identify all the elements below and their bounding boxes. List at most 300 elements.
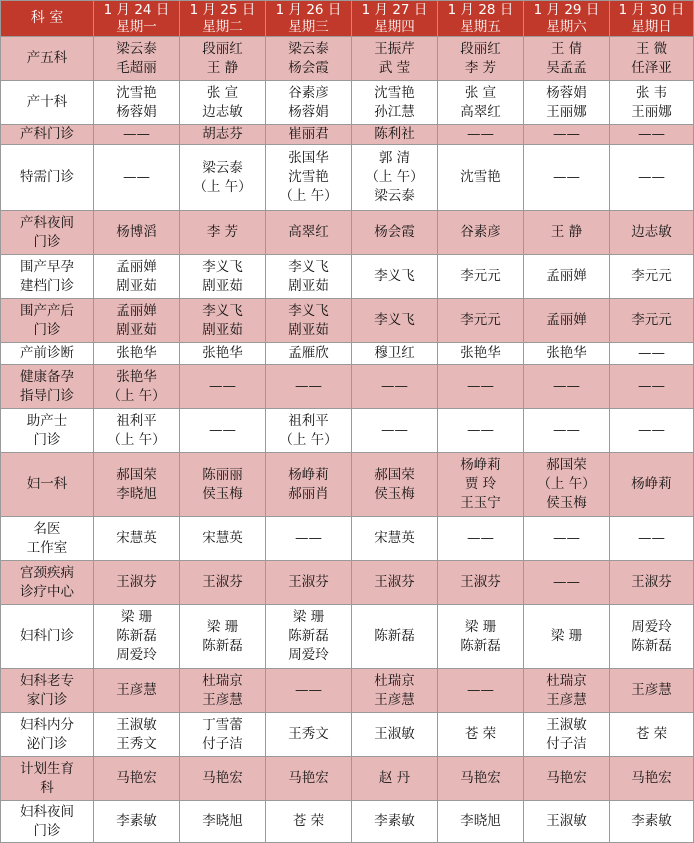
day-header: 1 月 27 日 星期四 <box>352 1 438 37</box>
doctor-name: 王秀文 <box>116 735 157 752</box>
doctor-name: （上 午） <box>365 169 424 185</box>
dept-cell <box>1 561 94 605</box>
doctor-name: 侯玉梅 <box>374 485 415 502</box>
doctor-name: 马艳宏 <box>202 770 243 786</box>
doctor-name: 边志敏 <box>631 224 672 240</box>
schedule-cell <box>610 757 694 801</box>
empty-dash: —— <box>467 422 494 438</box>
doctor-name: 沈雪艳 <box>288 169 329 185</box>
doctor-name: 李义飞 <box>202 302 243 319</box>
table-row <box>1 801 694 843</box>
doctor-name: 王彦慧 <box>546 691 587 708</box>
doctor-name: 李素敏 <box>374 813 415 829</box>
schedule-cell <box>610 255 694 299</box>
doctor-name: 穆卫红 <box>374 345 415 361</box>
empty-dash: —— <box>553 574 580 590</box>
dept-cell <box>1 801 94 843</box>
doctor-name: 李义飞 <box>374 312 415 328</box>
doctor-name: 王彦慧 <box>631 682 672 698</box>
doctor-name: 胡志芬 <box>202 126 243 142</box>
table-row <box>1 453 694 517</box>
doctor-name: 梁云泰 <box>202 159 243 176</box>
dept-cell <box>1 517 94 561</box>
doctor-name: 谷素彦 <box>288 84 329 101</box>
dept-label: 妇科门诊 <box>20 628 74 644</box>
day-header: 1 月 29 日 星期六 <box>524 1 610 37</box>
doctor-name: 崔丽君 <box>288 126 329 142</box>
dept-label: 宫颈疾病 <box>20 564 74 581</box>
doctor-name: 孟丽婵 <box>116 302 157 319</box>
doctor-name: 丁雪蕾 <box>202 716 243 733</box>
doctor-name: （上 午） <box>107 431 166 448</box>
empty-dash: —— <box>553 169 580 185</box>
doctor-name: 杨峥莉 <box>460 457 501 473</box>
table-row <box>1 517 694 561</box>
doctor-name: 剧亚茹 <box>202 321 243 338</box>
schedule-cell <box>438 365 524 409</box>
empty-dash: —— <box>467 126 494 142</box>
dept-label: 妇科内分 <box>20 716 74 733</box>
doctor-name: 李晓旭 <box>460 813 501 829</box>
schedule-cell <box>524 37 610 81</box>
schedule-cell <box>94 801 180 843</box>
doctor-name: 杨蓉娟 <box>546 84 587 101</box>
schedule-cell <box>438 669 524 713</box>
doctor-name: 王淑敏 <box>374 726 415 742</box>
schedule-cell <box>438 211 524 255</box>
schedule-cell <box>438 713 524 757</box>
schedule-cell <box>266 365 352 409</box>
schedule-cell <box>266 561 352 605</box>
dept-label: 妇科老专 <box>20 672 74 689</box>
doctor-name: 侯玉梅 <box>202 485 243 502</box>
schedule-cell <box>266 801 352 843</box>
schedule-cell <box>610 125 694 145</box>
table-row <box>1 81 694 125</box>
doctor-name: 杨博滔 <box>116 224 157 240</box>
doctor-name: 宋慧英 <box>374 530 415 546</box>
schedule-cell <box>94 713 180 757</box>
doctor-name: 梁云泰 <box>374 188 415 204</box>
table-row <box>1 757 694 801</box>
doctor-name: 郭 清 <box>378 150 411 166</box>
day-header: 1 月 24 日 星期一 <box>94 1 180 37</box>
doctor-name: 杨蓉娟 <box>288 103 329 120</box>
doctor-name: 李 芳 <box>206 224 239 240</box>
empty-dash: —— <box>209 378 236 394</box>
schedule-cell <box>438 125 524 145</box>
doctor-name: 陈利社 <box>374 126 415 142</box>
schedule-cell <box>266 81 352 125</box>
schedule-cell <box>438 343 524 365</box>
doctor-name: 杨会霞 <box>288 59 329 76</box>
doctor-name: 马艳宏 <box>288 770 329 786</box>
schedule-cell <box>524 211 610 255</box>
doctor-name: 李素敏 <box>631 813 672 829</box>
schedule-cell <box>266 605 352 669</box>
doctor-name: 孟丽婵 <box>546 312 587 328</box>
dept-label: 科 <box>40 779 54 796</box>
doctor-name: 陈新磊 <box>116 628 157 644</box>
empty-dash: —— <box>638 378 665 394</box>
dept-label: 产科夜间 <box>20 214 74 231</box>
schedule-cell <box>610 409 694 453</box>
schedule-cell <box>610 605 694 669</box>
schedule-cell <box>352 37 438 81</box>
doctor-name: 李义飞 <box>202 258 243 275</box>
schedule-cell <box>94 211 180 255</box>
schedule-cell <box>524 145 610 211</box>
doctor-name: 赵 丹 <box>378 770 411 786</box>
schedule-cell <box>438 81 524 125</box>
schedule-cell <box>524 365 610 409</box>
doctor-name: 王淑芬 <box>116 574 157 590</box>
doctor-name: 宋慧英 <box>116 530 157 546</box>
doctor-name: 梁 珊 <box>550 628 583 644</box>
doctor-name: 马艳宏 <box>116 770 157 786</box>
doctor-name: 王丽娜 <box>546 103 587 120</box>
doctor-name: 张艳华 <box>202 345 243 361</box>
schedule-cell <box>352 561 438 605</box>
doctor-name: 王淑芬 <box>288 574 329 590</box>
table-row <box>1 343 694 365</box>
doctor-name: 王淑敏 <box>546 716 587 733</box>
schedule-cell <box>610 81 694 125</box>
doctor-name: 孟丽婵 <box>116 258 157 275</box>
dept-label: 门诊 <box>33 822 61 839</box>
dept-cell <box>1 343 94 365</box>
doctor-name: 高翠红 <box>288 224 329 240</box>
schedule-cell <box>610 211 694 255</box>
doctor-name: 侯玉梅 <box>546 495 587 511</box>
doctor-name: 武 莹 <box>378 59 411 76</box>
doctor-name: 李义飞 <box>288 258 329 275</box>
schedule-cell <box>438 37 524 81</box>
dept-cell <box>1 211 94 255</box>
schedule-body <box>1 37 694 843</box>
dept-label: 工作室 <box>26 539 68 556</box>
doctor-name: 李晓旭 <box>116 485 157 502</box>
schedule-cell <box>610 453 694 517</box>
schedule-cell <box>352 81 438 125</box>
empty-dash: —— <box>553 422 580 438</box>
schedule-cell <box>438 801 524 843</box>
schedule-cell <box>352 409 438 453</box>
doctor-name: 郝国荣 <box>116 466 157 483</box>
doctor-name: 王彦慧 <box>374 691 415 708</box>
schedule-cell <box>94 299 180 343</box>
schedule-cell <box>94 145 180 211</box>
dept-label: 门诊 <box>33 233 61 250</box>
dept-label: 围产早孕 <box>20 258 74 275</box>
doctor-name: 苍 荣 <box>292 813 325 829</box>
doctor-name: 边志敏 <box>202 103 243 120</box>
day-header: 1 月 26 日 星期三 <box>266 1 352 37</box>
doctor-name: 陈新磊 <box>460 637 501 654</box>
schedule-cell <box>438 145 524 211</box>
doctor-name: 陈丽丽 <box>202 466 243 483</box>
doctor-name: 吴孟孟 <box>546 59 587 76</box>
day-header: 1 月 25 日 星期二 <box>180 1 266 37</box>
schedule-cell <box>266 713 352 757</box>
doctor-name: 杜瑞京 <box>546 672 587 689</box>
table-row <box>1 37 694 81</box>
empty-dash: —— <box>381 422 408 438</box>
doctor-name: 张 宣 <box>206 84 239 101</box>
schedule-cell <box>438 757 524 801</box>
doctor-name: 毛超丽 <box>116 59 157 76</box>
schedule-cell <box>180 211 266 255</box>
doctor-name: 王淑芬 <box>374 574 415 590</box>
schedule-cell <box>610 561 694 605</box>
dept-label: 名医 <box>33 520 61 537</box>
table-row <box>1 299 694 343</box>
dept-cell <box>1 757 94 801</box>
dept-label: 妇一科 <box>26 476 68 492</box>
schedule-cell <box>524 81 610 125</box>
empty-dash: —— <box>209 422 236 438</box>
schedule-cell <box>266 125 352 145</box>
dept-column-header: 科 室 <box>1 1 94 37</box>
doctor-name: 李 芳 <box>464 59 497 76</box>
dept-cell <box>1 365 94 409</box>
doctor-name: 梁 珊 <box>206 618 239 635</box>
empty-dash: —— <box>295 378 322 394</box>
schedule-cell <box>180 517 266 561</box>
empty-dash: —— <box>638 530 665 546</box>
schedule-cell <box>352 605 438 669</box>
doctor-name: （上 午） <box>193 178 252 195</box>
doctor-name: 陈新磊 <box>374 628 415 644</box>
doctor-name: 李元元 <box>460 268 501 284</box>
schedule-cell <box>180 801 266 843</box>
dept-cell <box>1 255 94 299</box>
dept-label: 泌门诊 <box>26 735 68 752</box>
dept-cell <box>1 299 94 343</box>
doctor-name: 李义飞 <box>374 268 415 284</box>
dept-label: 特需门诊 <box>20 169 74 185</box>
empty-dash: —— <box>123 126 150 142</box>
schedule-cell <box>94 125 180 145</box>
schedule-cell <box>352 517 438 561</box>
schedule-cell <box>94 37 180 81</box>
dept-label: 建档门诊 <box>20 277 74 294</box>
empty-dash: —— <box>123 169 150 185</box>
table-row <box>1 365 694 409</box>
dept-label: 妇科夜间 <box>20 803 74 820</box>
doctor-name: 付子洁 <box>202 735 243 752</box>
schedule-cell <box>438 561 524 605</box>
day-header: 1 月 28 日 星期五 <box>438 1 524 37</box>
schedule-cell <box>94 343 180 365</box>
doctor-name: 马艳宏 <box>546 770 587 786</box>
schedule-cell <box>610 669 694 713</box>
doctor-name: 杜瑞京 <box>202 672 243 689</box>
doctor-name: 苍 荣 <box>635 726 668 742</box>
schedule-cell <box>266 145 352 211</box>
schedule-cell <box>94 757 180 801</box>
table-row <box>1 713 694 757</box>
dept-cell <box>1 125 94 145</box>
doctor-name: 陈新磊 <box>631 637 672 654</box>
doctor-name: 剧亚茹 <box>202 277 243 294</box>
doctor-name: 王彦慧 <box>116 682 157 698</box>
schedule-cell <box>438 299 524 343</box>
doctor-name: 张艳华 <box>116 368 157 385</box>
schedule-cell <box>180 669 266 713</box>
schedule-cell <box>94 669 180 713</box>
doctor-name: 李素敏 <box>116 813 157 829</box>
dept-label: 助产士 <box>26 412 68 429</box>
doctor-name: 王 倩 <box>550 40 583 57</box>
empty-dash: —— <box>467 378 494 394</box>
schedule-cell <box>180 453 266 517</box>
doctor-name: 张国华 <box>288 150 329 166</box>
schedule-cell <box>180 561 266 605</box>
schedule-cell <box>180 299 266 343</box>
dept-label: 产十科 <box>26 94 68 110</box>
schedule-cell <box>352 299 438 343</box>
schedule-cell <box>610 713 694 757</box>
doctor-name: 王 静 <box>206 59 239 76</box>
schedule-cell <box>94 409 180 453</box>
doctor-name: 周爱玲 <box>631 618 672 635</box>
doctor-name: 剧亚茹 <box>288 277 329 294</box>
schedule-cell <box>94 561 180 605</box>
doctor-name: 贾 玲 <box>464 476 497 492</box>
dept-label: 计划生育 <box>20 760 74 777</box>
dept-label: 门诊 <box>33 431 61 448</box>
doctor-name: 梁云泰 <box>116 40 157 57</box>
schedule-cell <box>180 757 266 801</box>
schedule-cell <box>180 37 266 81</box>
table-row <box>1 409 694 453</box>
schedule-cell <box>180 605 266 669</box>
doctor-name: 李元元 <box>631 312 672 328</box>
empty-dash: —— <box>295 530 322 546</box>
day-header: 1 月 30 日 星期日 <box>610 1 694 37</box>
schedule-cell <box>438 605 524 669</box>
doctor-name: 杨蓉娟 <box>116 103 157 120</box>
schedule-cell <box>266 299 352 343</box>
schedule-cell <box>524 409 610 453</box>
table-row <box>1 125 694 145</box>
table-row <box>1 605 694 669</box>
schedule-cell <box>180 255 266 299</box>
doctor-name: 剧亚茹 <box>116 321 157 338</box>
doctor-name: 张艳华 <box>460 345 501 361</box>
doctor-name: 沈雪艳 <box>374 84 415 101</box>
schedule-cell <box>524 757 610 801</box>
doctor-name: 马艳宏 <box>631 770 672 786</box>
doctor-name: 王 静 <box>550 224 583 240</box>
doctor-name: 王淑芬 <box>460 574 501 590</box>
schedule-cell <box>352 669 438 713</box>
dept-cell <box>1 81 94 125</box>
doctor-name: （上 午） <box>107 387 166 404</box>
empty-dash: —— <box>467 682 494 698</box>
schedule-cell <box>180 145 266 211</box>
doctor-name: 高翠红 <box>460 103 501 120</box>
schedule-cell <box>352 801 438 843</box>
doctor-name: 孟丽婵 <box>546 268 587 284</box>
dept-label: 诊疗中心 <box>20 583 74 600</box>
schedule-cell <box>180 81 266 125</box>
schedule-cell <box>524 561 610 605</box>
schedule-cell <box>524 801 610 843</box>
doctor-name: 王淑敏 <box>546 813 587 829</box>
dept-cell <box>1 409 94 453</box>
schedule-cell <box>352 211 438 255</box>
doctor-name: 李义飞 <box>288 302 329 319</box>
schedule-cell <box>352 713 438 757</box>
schedule-cell <box>610 37 694 81</box>
dept-label: 家门诊 <box>26 691 68 708</box>
schedule-cell <box>524 713 610 757</box>
empty-dash: —— <box>553 378 580 394</box>
doctor-name: 梁 珊 <box>292 609 325 625</box>
schedule-cell <box>266 669 352 713</box>
doctor-name: 郝国荣 <box>374 466 415 483</box>
dept-cell <box>1 605 94 669</box>
doctor-name: 王玉宁 <box>460 495 501 511</box>
doctor-name: 张艳华 <box>546 345 587 361</box>
schedule-cell <box>94 605 180 669</box>
doctor-name: 祖利平 <box>288 412 329 429</box>
table-row <box>1 669 694 713</box>
schedule-cell <box>266 211 352 255</box>
schedule-cell <box>266 409 352 453</box>
table-row <box>1 561 694 605</box>
doctor-name: 付子洁 <box>546 735 587 752</box>
schedule-cell <box>438 255 524 299</box>
schedule-cell <box>438 409 524 453</box>
empty-dash: —— <box>295 682 322 698</box>
doctor-name: 杨会霞 <box>374 224 415 240</box>
dept-label: 健康备孕 <box>20 368 74 385</box>
dept-label: 产科门诊 <box>20 126 74 142</box>
dept-label: 产五科 <box>26 50 68 66</box>
schedule-cell <box>94 255 180 299</box>
schedule-cell <box>352 453 438 517</box>
doctor-name: 周爱玲 <box>116 647 157 663</box>
doctor-name: 张 韦 <box>635 84 668 101</box>
schedule-cell <box>94 453 180 517</box>
table-row <box>1 255 694 299</box>
dept-cell <box>1 713 94 757</box>
dept-cell <box>1 453 94 517</box>
schedule-cell <box>610 343 694 365</box>
schedule-cell <box>524 343 610 365</box>
doctor-name: 王秀文 <box>288 726 329 742</box>
empty-dash: —— <box>638 345 665 361</box>
doctor-name: 段丽红 <box>460 40 501 57</box>
doctor-name: 王淑芬 <box>631 574 672 590</box>
doctor-name: 张艳华 <box>116 345 157 361</box>
doctor-name: 剧亚茹 <box>288 321 329 338</box>
schedule-cell <box>352 145 438 211</box>
dept-cell <box>1 145 94 211</box>
schedule-cell <box>524 605 610 669</box>
schedule-cell <box>266 343 352 365</box>
dept-cell <box>1 37 94 81</box>
dept-label: 指导门诊 <box>20 387 74 404</box>
schedule-cell <box>180 365 266 409</box>
empty-dash: —— <box>381 378 408 394</box>
schedule-cell <box>524 255 610 299</box>
doctor-name: 王丽娜 <box>631 103 672 120</box>
schedule-cell <box>352 757 438 801</box>
